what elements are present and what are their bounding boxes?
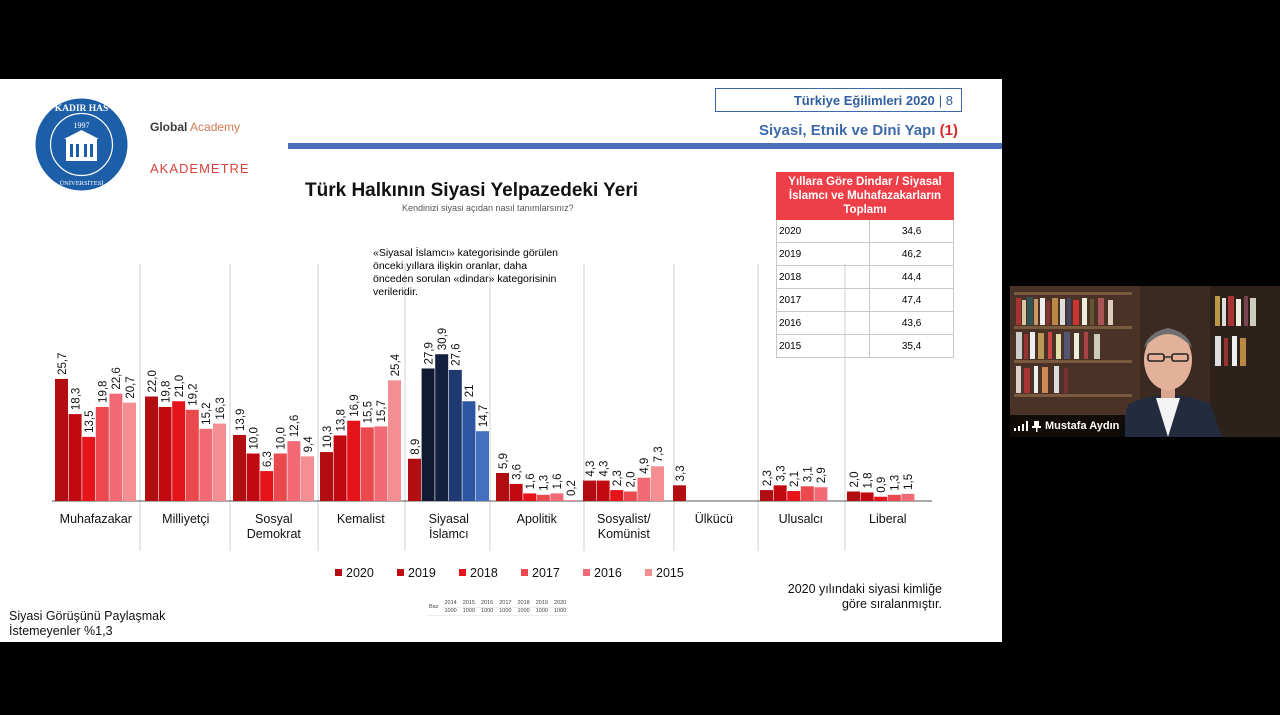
bar <box>213 424 226 501</box>
bar-value-label: 2,0 <box>625 471 638 488</box>
bar <box>637 478 650 501</box>
bar <box>274 454 287 502</box>
seal-year: 1997 <box>73 121 90 130</box>
bar <box>199 429 212 501</box>
table-row: 2016 43,6 <box>777 312 954 335</box>
bar <box>597 481 610 501</box>
chart-title: Türk Halkının Siyasi Yelpazedeki Yeri <box>305 180 639 201</box>
bar <box>801 486 814 501</box>
legend-label: 2015 <box>656 566 684 580</box>
bar <box>422 368 435 501</box>
table-row: 2020 34,6 <box>777 220 954 243</box>
category-label: Demokrat <box>246 527 301 541</box>
bar <box>334 435 347 501</box>
bar-value-label: 2,3 <box>612 470 624 487</box>
yearly-total-table <box>776 172 954 358</box>
yearly-table-header: Yıllara Göre Dindar / Siyasal İslamcı ve Muhafazakarların Toplamı <box>777 173 954 220</box>
bar <box>172 401 185 501</box>
bar-value-label: 5,9 <box>497 452 510 469</box>
table-row: 2018 44,4 <box>777 266 954 289</box>
bar-value-label: 2,3 <box>761 470 774 487</box>
bar-value-label: 1,3 <box>889 474 902 491</box>
bar-value-label: 9,4 <box>302 436 315 453</box>
seal-bottom-text: ÜNİVERSİTESİ <box>59 180 104 187</box>
bar <box>159 407 172 501</box>
bar-value-label: 13,9 <box>234 408 247 431</box>
political-spectrum-bar-chart <box>0 79 1002 642</box>
bar-value-label: 19,2 <box>187 383 200 406</box>
bar-value-label: 1,6 <box>525 473 537 490</box>
bar-value-label: 0,9 <box>876 476 888 493</box>
bar-value-label: 14,7 <box>477 404 490 428</box>
presentation-slide <box>0 79 1002 642</box>
participant-name-bar <box>1010 415 1125 437</box>
bar-value-label: 25,7 <box>56 352 69 375</box>
bar <box>476 431 489 501</box>
bar-value-label: 27,6 <box>450 343 463 366</box>
bar-value-label: 13,5 <box>84 410 96 433</box>
bar <box>55 379 68 501</box>
bar-value-label: 0,2 <box>565 480 578 497</box>
legend-swatch <box>583 569 590 576</box>
base-sample-table: Baz 2014 2015 2016 2017 2018 2019 2020 1000 1000 1000 1000 1000 1000 1000 <box>426 600 569 616</box>
participant-video-tile[interactable] <box>1010 286 1280 437</box>
bar-value-label: 1,6 <box>552 473 565 490</box>
legend-swatch <box>335 569 342 576</box>
bar <box>874 497 887 501</box>
category-label: Ulusalcı <box>778 512 824 526</box>
legend-swatch <box>459 569 466 576</box>
bar <box>408 459 421 501</box>
bar-value-label: 10,3 <box>321 425 334 449</box>
bar-value-label: 20,7 <box>124 376 137 399</box>
bar-value-label: 10,0 <box>248 427 261 450</box>
akademetre-logo: AKADEMETRE <box>150 161 250 176</box>
page-number: | 8 <box>938 92 953 108</box>
bar <box>651 466 664 501</box>
legend-label: 2020 <box>346 566 374 580</box>
category-label: Muhafazakar <box>59 512 132 526</box>
siyasal-islamci-note: «Siyasal İslamcı» kategorisinde görülen önceki yıllara ilişkin oranlar, daha önceden sorulan «dindar» kategorisinin verileridir. <box>373 247 559 298</box>
bar <box>496 473 509 501</box>
bar <box>388 380 401 501</box>
bar <box>374 426 387 501</box>
bar <box>523 493 536 501</box>
bar-value-label: 3,3 <box>775 465 788 482</box>
bar <box>861 492 874 501</box>
bar <box>96 407 109 501</box>
legend-swatch <box>397 569 404 576</box>
bar-value-label: 8,9 <box>409 438 422 455</box>
sorting-note: 2020 yılındaki siyasi kimliğe göre sıralanmıştır. <box>787 582 942 611</box>
section-title: Siyasi, Etnik ve Dini Yapı (1) <box>759 122 958 139</box>
bar-value-label: 1,3 <box>538 474 551 491</box>
bar <box>774 485 787 501</box>
bar-value-label: 18,3 <box>70 387 83 411</box>
signal-strength-icon <box>1014 421 1028 431</box>
bar-value-label: 6,3 <box>262 451 274 468</box>
bar <box>347 421 360 501</box>
bar-value-label: 27,9 <box>423 342 436 365</box>
bar-value-label: 3,3 <box>674 465 687 482</box>
bar <box>510 484 523 501</box>
bar <box>550 493 563 501</box>
bar <box>109 394 122 501</box>
bar-value-label: 2,0 <box>848 471 861 488</box>
table-row: 2019 46,2 <box>777 243 954 266</box>
bar-value-label: 19,8 <box>160 380 173 403</box>
global-academy-logo: Global Academy <box>150 120 241 134</box>
legend-label: 2016 <box>594 566 622 580</box>
table-row: 2017 47,4 <box>777 289 954 312</box>
no-answer-note: Siyasi Görüşünü Paylaşmak İstemeyenler %1,3 <box>9 609 166 638</box>
bar <box>233 435 246 501</box>
bar <box>123 403 136 501</box>
seal-top-text: KADIR HAS <box>54 104 109 114</box>
bar-value-label: 12,6 <box>289 414 302 438</box>
pin-icon[interactable] <box>1032 421 1041 432</box>
bar <box>260 471 273 501</box>
bar-value-label: 3,1 <box>802 466 815 483</box>
participant-name: Mustafa Aydın <box>1045 420 1120 432</box>
category-label: Apolitik <box>516 512 557 526</box>
bar <box>462 401 475 501</box>
bar-value-label: 15,2 <box>201 402 214 425</box>
bar <box>435 354 448 501</box>
category-label: Liberal <box>869 512 907 526</box>
bar-value-label: 25,4 <box>389 353 402 377</box>
bar-value-label: 7,3 <box>652 446 665 463</box>
bar <box>610 490 623 501</box>
bar <box>760 490 773 501</box>
category-label: Sosyalist/ <box>597 512 651 526</box>
bar <box>247 454 260 502</box>
bar-value-label: 4,9 <box>639 457 652 474</box>
category-label: Milliyetçi <box>162 512 210 526</box>
chart-subtitle: Kendinizi siyasi açıdan nasıl tanımlarsınız? <box>402 203 574 213</box>
bar <box>787 491 800 501</box>
table-row: 2015 35,4 <box>777 335 954 358</box>
bar-value-label: 1,8 <box>862 472 875 489</box>
bar <box>449 370 462 501</box>
bar-value-label: 21,0 <box>174 374 186 398</box>
bar-value-label: 16,9 <box>349 394 361 417</box>
bar-value-label: 13,8 <box>335 409 348 432</box>
bar-value-label: 30,9 <box>437 327 449 351</box>
bar <box>361 427 374 501</box>
category-label: İslamcı <box>429 527 469 541</box>
bar <box>320 452 333 501</box>
bar <box>287 441 300 501</box>
legend-label: 2019 <box>408 566 436 580</box>
bar <box>69 414 82 501</box>
legend-swatch <box>521 569 528 576</box>
bar-value-label: 4,3 <box>598 460 611 477</box>
bar <box>564 500 577 501</box>
bar <box>814 487 827 501</box>
bar <box>186 410 199 501</box>
bar <box>673 485 686 501</box>
category-label: Sosyal <box>255 512 293 526</box>
bar <box>847 492 860 502</box>
bar <box>888 495 901 501</box>
bar <box>583 481 596 501</box>
report-title: Türkiye Eğilimleri 2020 <box>793 92 935 108</box>
bar <box>901 494 914 501</box>
bar-value-label: 15,5 <box>362 400 375 424</box>
bar <box>301 456 314 501</box>
category-label: Kemalist <box>336 512 385 526</box>
bar-value-label: 2,1 <box>789 471 801 488</box>
bar-value-label: 16,3 <box>214 397 227 420</box>
bar-value-label: 1,5 <box>903 473 916 490</box>
bar-value-label: 2,9 <box>816 467 829 484</box>
category-label: Komünist <box>597 527 650 541</box>
bar-value-label: 15,7 <box>376 400 389 423</box>
bar-value-label: 10,0 <box>275 427 288 450</box>
bar-value-label: 22,0 <box>146 370 159 393</box>
bar-value-label: 21 <box>464 384 477 398</box>
legend-label: 2018 <box>470 566 498 580</box>
bar-value-label: 19,8 <box>97 380 110 403</box>
legend-swatch <box>645 569 652 576</box>
bar <box>537 495 550 501</box>
bar <box>82 437 95 501</box>
bar-value-label: 3,6 <box>511 463 524 480</box>
bar <box>624 492 637 502</box>
category-label: Siyasal <box>428 512 469 526</box>
bar-value-label: 22,6 <box>111 367 124 390</box>
bar-value-label: 4,3 <box>584 460 597 477</box>
category-label: Ülkücü <box>694 512 733 526</box>
legend-label: 2017 <box>532 566 560 580</box>
bar <box>145 397 158 502</box>
